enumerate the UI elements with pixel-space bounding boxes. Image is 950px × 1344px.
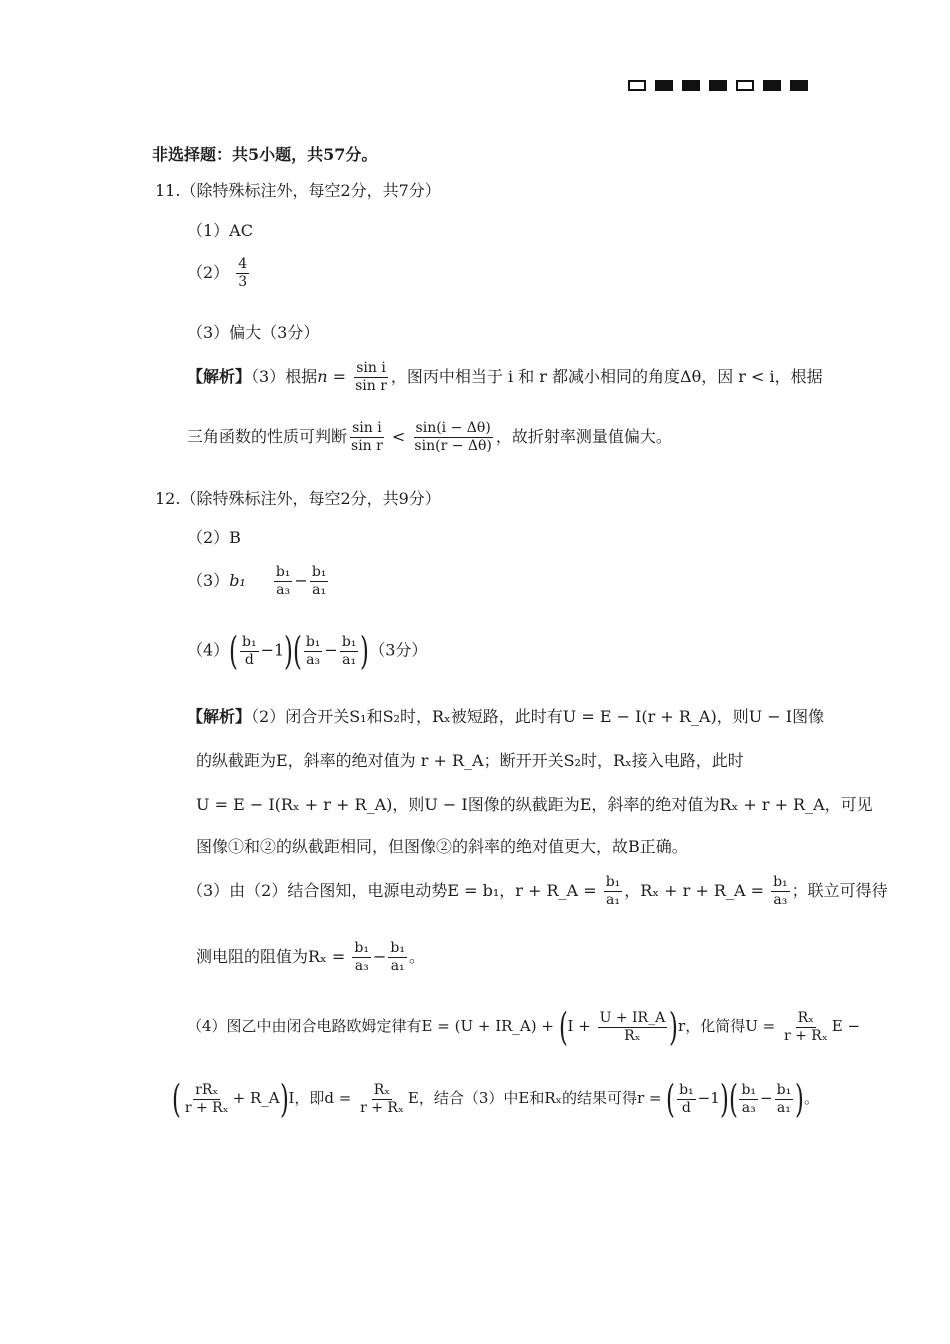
fraction: $\frac{\text{b₁}}{d}$ bbox=[679, 1081, 694, 1116]
fraction: $\frac{\text{b₁}}{\text{a₁}}$ bbox=[605, 874, 621, 908]
marker-empty bbox=[628, 80, 646, 91]
answer-label: （2） bbox=[187, 263, 230, 282]
q12-title: 12.（除特殊标注外，每空2分，共9分） bbox=[155, 489, 441, 508]
fraction: $\frac{\text{b₁}}{\text{a₃}}$ bbox=[773, 874, 788, 908]
fraction: $\frac{\text{b₁}}{\text{a₃}}$ bbox=[305, 633, 321, 668]
q11-explanation-line-2: 三角函数的性质可判断 $\frac{\text{sin i}}{\text{sin r}}$ < $\frac{\sin(i - \Delta\theta)}{\sin(r - \Delta\theta)}$ ，故折射率测量值偏大。 bbox=[187, 420, 672, 454]
fraction: $\frac{\text{Rₓ}}{\text{r + Rₓ}}$ bbox=[783, 1009, 828, 1044]
explanation-tag: 【解析】 bbox=[187, 367, 252, 386]
q12-explanation-line-3: U = E − I(Rₓ + r + R_A)，则U − I图像的纵截距为E，斜率的绝对值为Rₓ + r + R_A，可见 bbox=[196, 795, 873, 814]
q12-explanation-line-1: 【解析】（2）闭合开关S₁和S₂时，Rₓ被短路，此时有U = E − I(r + R_A)，则U − I图像 bbox=[187, 707, 825, 726]
q12-answer-4: （4）( $\frac{\text{b₁}}{d}$ −1)( $\frac{\text{b₁}}{\text{a₃}}$ − $\frac{\text{b₁}}{\text{a₁}}$ )（3分） bbox=[187, 629, 428, 673]
fraction: $\frac{\text{b₁}}{\text{a₁}}$ bbox=[390, 940, 405, 974]
fraction: $\frac{\text{b₁}}{\text{a₁}}$ bbox=[311, 564, 327, 598]
fraction: $\frac{\text{b₁}}{d}$ bbox=[242, 633, 257, 668]
marker-empty bbox=[736, 80, 754, 91]
fraction: $\frac{\text{b₁}}{\text{a₃}}$ bbox=[354, 940, 369, 974]
marker-filled bbox=[709, 80, 727, 91]
marker-filled bbox=[763, 80, 781, 91]
q11-explanation-line-1: 【解析】（3）根据n = $\frac{\text{sin i}}{\text{sin r}}$ ，图丙中相当于 i 和 r 都减小相同的角度Δθ，因 r < i，根据 bbox=[187, 360, 823, 394]
q11-answer-3: （3）偏大（3分） bbox=[187, 323, 320, 342]
q11-answer-2 bbox=[187, 256, 251, 291]
fraction: $\frac{\sin(i - \Delta\theta)}{\sin(r - \Delta\theta)}$ bbox=[414, 420, 492, 454]
q12-explanation-part4-line-1: （4）图乙中由闭合电路欧姆定律有E = (U + IR_A) + (I + $\frac{U + IR\_A}{\text{Rₓ}}$ )r，化简得U = $\frac{\text{Rₓ}}{\text{r + Rₓ}}$ E − bbox=[187, 1005, 861, 1049]
section-title: 非选择题：共5小题，共57分。 bbox=[152, 145, 378, 164]
fraction: $\frac{\text{sin i}}{\text{sin r}}$ bbox=[351, 420, 383, 454]
fraction: $\frac{\text{rRₓ}}{\text{r + Rₓ}}$ bbox=[184, 1081, 229, 1116]
fraction: $\frac{\text{b₁}}{\text{a₁}}$ bbox=[341, 633, 357, 668]
fraction: $\frac{U + IR\_A}{\text{Rₓ}}$ bbox=[599, 1009, 666, 1044]
fraction: $\frac{4}{3}$ bbox=[238, 256, 248, 290]
explanation-tag: 【解析】 bbox=[187, 707, 252, 726]
q12-answer-3: （3）b₁ $\frac{\text{b₁}}{\text{a₃}}$ − $\frac{\text{b₁}}{\text{a₁}}$ bbox=[187, 564, 327, 598]
fraction: $\frac{\text{b₁}}{\text{a₁}}$ bbox=[776, 1081, 792, 1116]
q12-explanation-line-2: 的纵截距为E，斜率的绝对值为 r + R_A；断开开关S₂时，Rₓ接入电路，此时 bbox=[196, 751, 744, 770]
marker-filled bbox=[655, 80, 673, 91]
fraction: $\frac{\text{b₁}}{\text{a₃}}$ bbox=[275, 564, 291, 598]
q12-explanation-part3-line-2: 测电阻的阻值为Rₓ = $\frac{\text{b₁}}{\text{a₃}}$ − $\frac{\text{b₁}}{\text{a₁}}$ 。 bbox=[196, 940, 425, 974]
fraction: $\frac{\text{sin i}}{\text{sin r}}$ bbox=[355, 360, 387, 394]
q11-title: 11.（除特殊标注外，每空2分，共7分） bbox=[155, 181, 441, 200]
q12-explanation-line-4: 图像①和②的纵截距相同，但图像②的斜率的绝对值更大，故B正确。 bbox=[196, 837, 688, 856]
header-marker-row bbox=[628, 80, 808, 91]
q12-answer-2: （2）B bbox=[187, 528, 241, 547]
q11-answer-1: （1）AC bbox=[187, 221, 253, 240]
marker-filled bbox=[790, 80, 808, 91]
q12-explanation-part3-line-1: （3）由（2）结合图知，电源电动势E = b₁，r + R_A = $\frac{\text{b₁}}{\text{a₁}}$ ，Rₓ + r + R_A = $\frac{\text{b₁}}{\text{a₃}}$ ；联立可得待 bbox=[187, 874, 888, 908]
fraction: $\frac{\text{b₁}}{\text{a₃}}$ bbox=[741, 1081, 757, 1116]
marker-filled bbox=[682, 80, 700, 91]
fraction: $\frac{\text{Rₓ}}{\text{r + Rₓ}}$ bbox=[360, 1081, 404, 1116]
q12-explanation-part4-line-2: ( $\frac{\text{rRₓ}}{\text{r + Rₓ}}$ + R_A)I，即d = $\frac{\text{Rₓ}}{\text{r + Rₓ}}$ E，结合（3）中E和Rₓ的结果可得r = ( $\frac{\text{b₁}}{d}$ −1)( $\frac{\text{b₁}}{\text{a₃}}$ − $\frac{\text{b₁}}{\text{a₁}}$ )。 bbox=[171, 1077, 820, 1121]
